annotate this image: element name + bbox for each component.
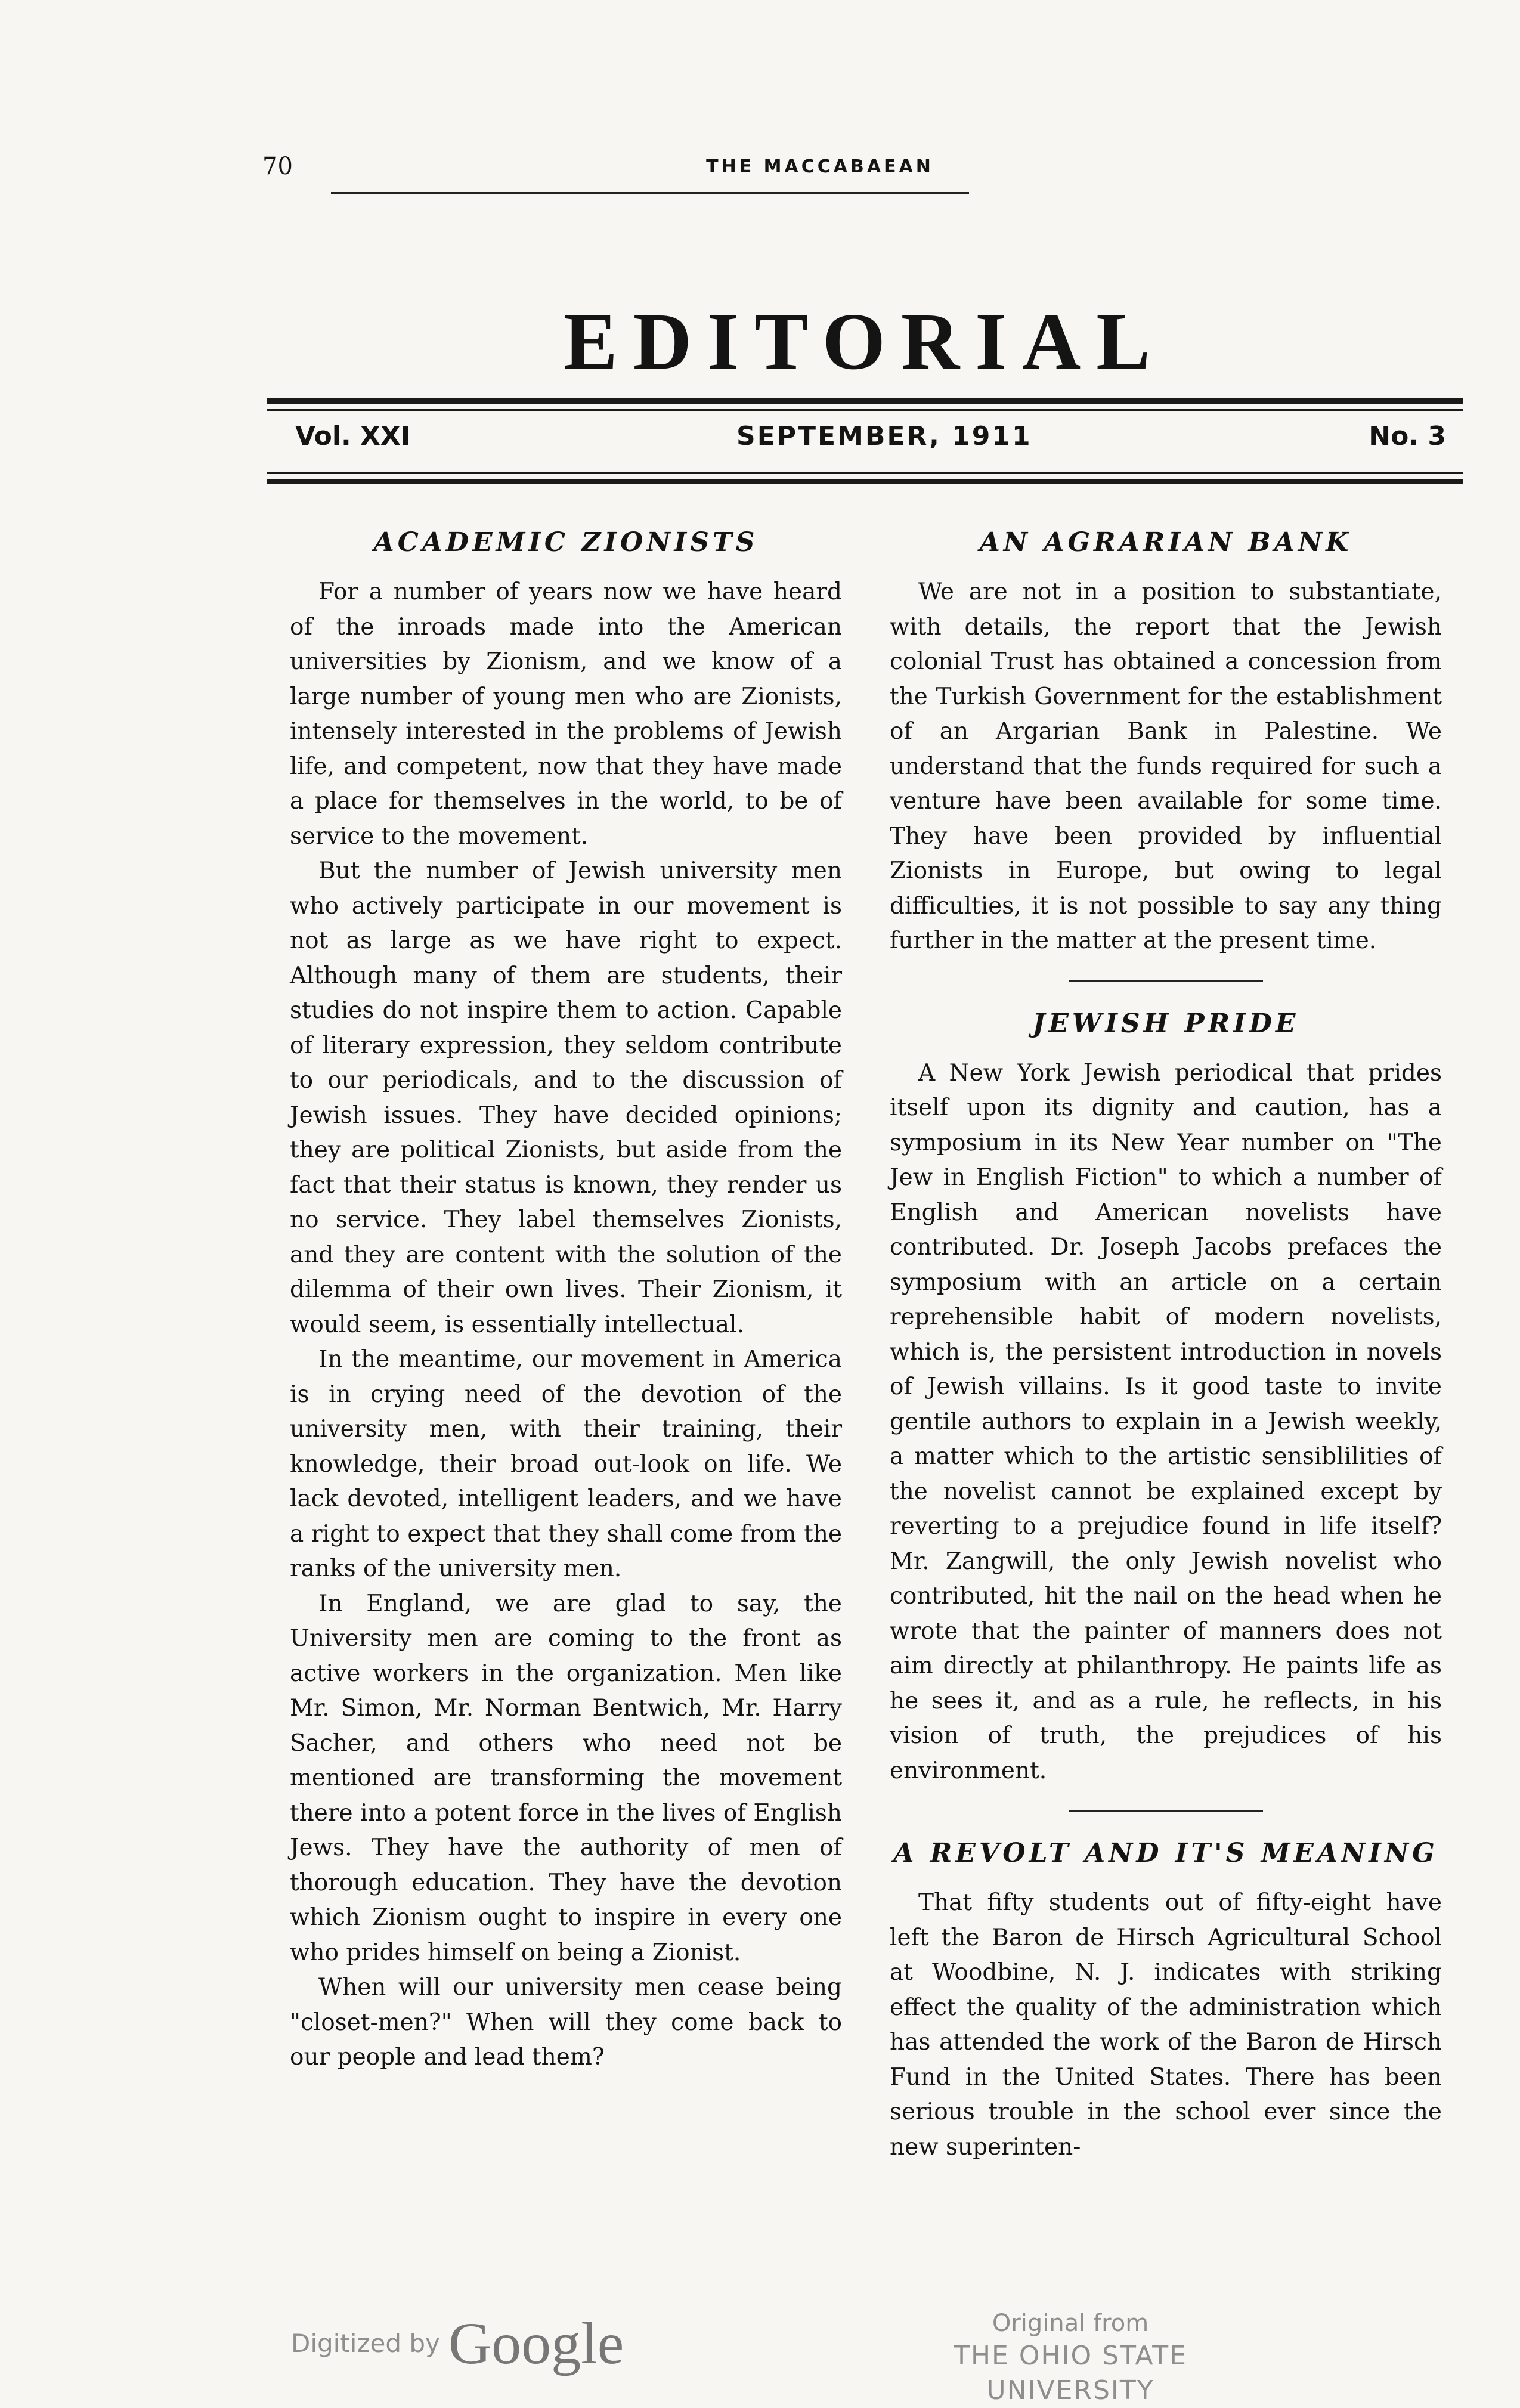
paragraph: But the number of Jewish university men who actively participate in our movement is not as large as we have right to expect. Although many of them are students, their studies do not inspire them to action. Capable of literary expression, they seldom contribute to our periodicals, and to the discussion of Jewish issues. They have decided opinions; they are political Zionists, but aside from the fact that their status is known, they render us no service. They label themselves Zionists, and they are content with the solution of the dilemma of their own lives. Their Zionism, it would seem, is essentially intellectual. xyxy=(290,858,842,1338)
section-divider xyxy=(1069,980,1263,982)
issue-date: SEPTEMBER, 1911 xyxy=(736,421,1032,451)
right-column xyxy=(890,525,1442,2165)
section-divider xyxy=(1069,1810,1263,1812)
section-heading: A REVOLT AND IT'S MEANING xyxy=(893,1838,1438,1868)
volume-label: Vol. XXI xyxy=(295,421,411,451)
google-logo: Google xyxy=(448,2310,624,2376)
section-heading: JEWISH PRIDE xyxy=(1032,1008,1299,1039)
page-number: 70 xyxy=(262,153,293,180)
left-column xyxy=(290,525,842,2075)
section-heading: AN AGRARIAN BANK xyxy=(979,527,1352,558)
issue-line xyxy=(295,421,1446,457)
running-title: THE MACCABAEAN xyxy=(706,156,934,177)
paragraph: We are not in a position to substantiate, with details, the report that the Jewish colonial Trust has obtained a concession from the Turkish Government for the establishment of an Argarian Bank in Palestine. We understand that the funds required for such a venture have been available for some time. They have been provided by influential Zionists in Europe, but owing to legal difficulties, it is not possible to say any thing further in the matter at the present time. xyxy=(890,578,1442,954)
masthead-rule-thick-bottom xyxy=(267,479,1463,484)
digitized-by-watermark xyxy=(291,2309,624,2378)
paragraph: That fifty students out of fifty-eight have left the Baron de Hirsch Agricultural School at Woodbine, N. J. indicates with striking effect the quality of the administration which has attended the work of the Baron de Hirsch Fund in the United States. There has been serious trouble in the school ever since the new superinten- xyxy=(890,1889,1442,2161)
paragraph: For a number of years now we have heard of the inroads made into the American universities by Zionism, and we know of a large number of young men who are Zionists, intensely interested in the problems of Jewish life, and competent, now that they have made a place for themselves in the world, to be of service to the movement. xyxy=(290,578,842,850)
paragraph: A New York Jewish periodical that prides itself upon its dignity and caution, has a symposium in its New Year number on "The Jew in English Fiction" to which a number of English and American novelists have contributed. Dr. Joseph Jacobs prefaces the symposium with an article on a certain reprehensible habit of modern novelists, which is, the persistent introduction in novels of Jewish villains. Is it good taste to invite gentile authors to explain in a Jewish weekly, a matter which to the artistic sensiblilities of the novelist cannot be explained except by reverting to a prejudice found in life itself? Mr. Zangwill, the only Jewish novelist who contributed, hit the nail on the head when he wrote that the painter of manners does not aim directly at philanthropy. He paints life as he sees it, and as a rule, he reflects, in his vision of truth, the prejudices of his environment. xyxy=(890,1059,1442,1784)
header-rule xyxy=(331,192,969,194)
issue-number: No. 3 xyxy=(1369,421,1446,451)
source-watermark xyxy=(874,2308,1267,2408)
paragraph: In the meantime, our movement in America is in crying need of the devotion of the university men, with their training, their knowledge, their broad out-look on life. We lack devoted, intelligent leaders, and we have a right to expect that they shall come from the ranks of the university men. xyxy=(290,1346,842,1582)
original-from-label: Original from xyxy=(992,2310,1149,2337)
section-heading: ACADEMIC ZIONISTS xyxy=(373,527,759,558)
paragraph: When will our university men cease being "closet-men?" When will they come back to our people and lead them? xyxy=(290,1974,842,2070)
masthead-rule-thick-top xyxy=(267,398,1463,404)
university-name: THE OHIO STATE UNIVERSITY xyxy=(954,2341,1187,2406)
masthead-title: EDITORIAL xyxy=(564,297,1166,386)
digitized-by-label: Digitized by xyxy=(291,2329,440,2358)
masthead-rule-thin-bottom xyxy=(267,472,1463,474)
paragraph: In England, we are glad to say, the University men are coming to the front as active workers in the organization. Men like Mr. Simon, Mr. Norman Bentwich, Mr. Harry Sacher, and others who need not be mentioned are transforming the movement there into a potent force in the lives of English Jews. They have the authority of men of thorough education. They have the devotion which Zionism ought to inspire in every one who prides himself on being a Zionist. xyxy=(290,1590,842,1966)
masthead-rule-thin-top xyxy=(267,409,1463,411)
